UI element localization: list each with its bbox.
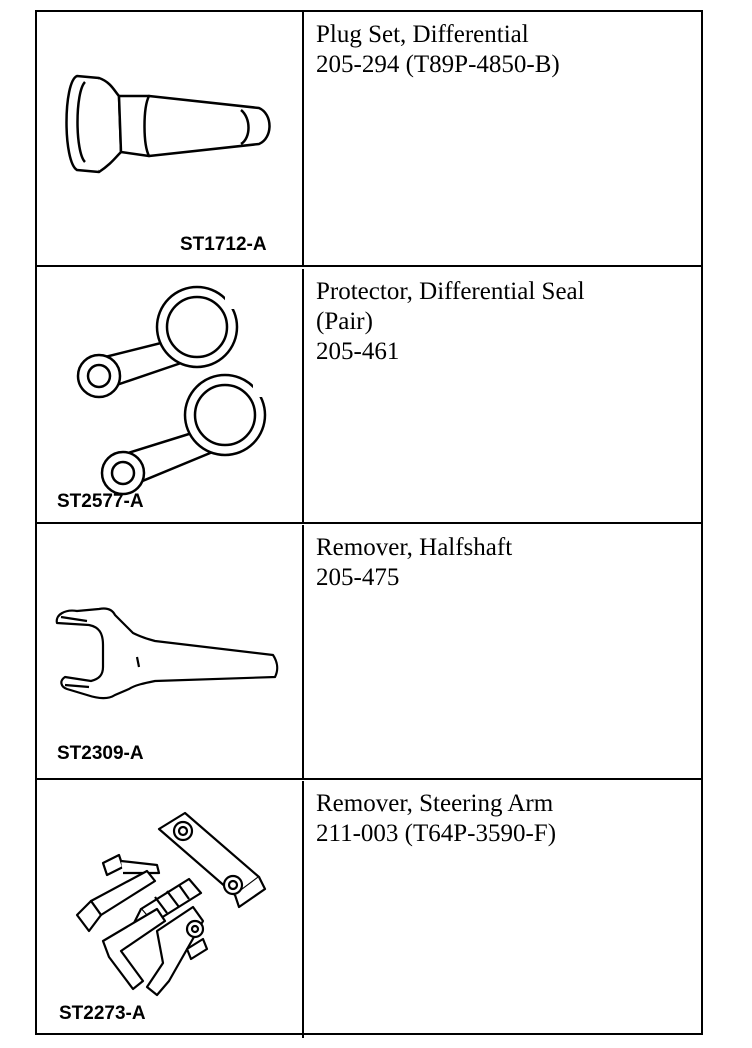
tool-description [304,781,701,1038]
tool-name: Remover, Steering Arm [316,790,554,817]
tool-number: 205-461 [316,338,400,365]
halfshaft-remover-icon [37,525,302,780]
steering-arm-remover-icon [37,781,302,1038]
tool-name: Protector, Differential Seal [316,278,585,305]
tool-illustration-cell [37,12,304,265]
tool-description [304,525,701,778]
tool-code: ST1712-A [180,234,267,255]
special-tools-table [35,10,703,1035]
tool-code: ST2273-A [59,1003,146,1024]
tool-illustration-cell [37,269,304,522]
tool-description [304,269,701,522]
tool-illustration-cell [37,781,304,1038]
tool-name: Plug Set, Differential [316,21,529,48]
tool-illustration-cell [37,525,304,778]
tool-code: ST2309-A [57,743,144,764]
tool-number: 205-475 [316,564,400,591]
tool-name: Remover, Halfshaft [316,534,513,561]
tool-row [37,525,701,780]
tool-number: 211-003 (T64P-3590-F) [316,820,557,847]
differential-plug-icon [37,12,302,267]
tool-row [37,781,701,1038]
tool-row [37,269,701,524]
tool-description [304,12,701,265]
seal-protector-icon [37,269,302,524]
tool-code: ST2577-A [57,491,144,512]
tool-row [37,12,701,267]
tool-qualifier: (Pair) [316,308,373,335]
tool-number: 205-294 (T89P-4850-B) [316,51,560,78]
